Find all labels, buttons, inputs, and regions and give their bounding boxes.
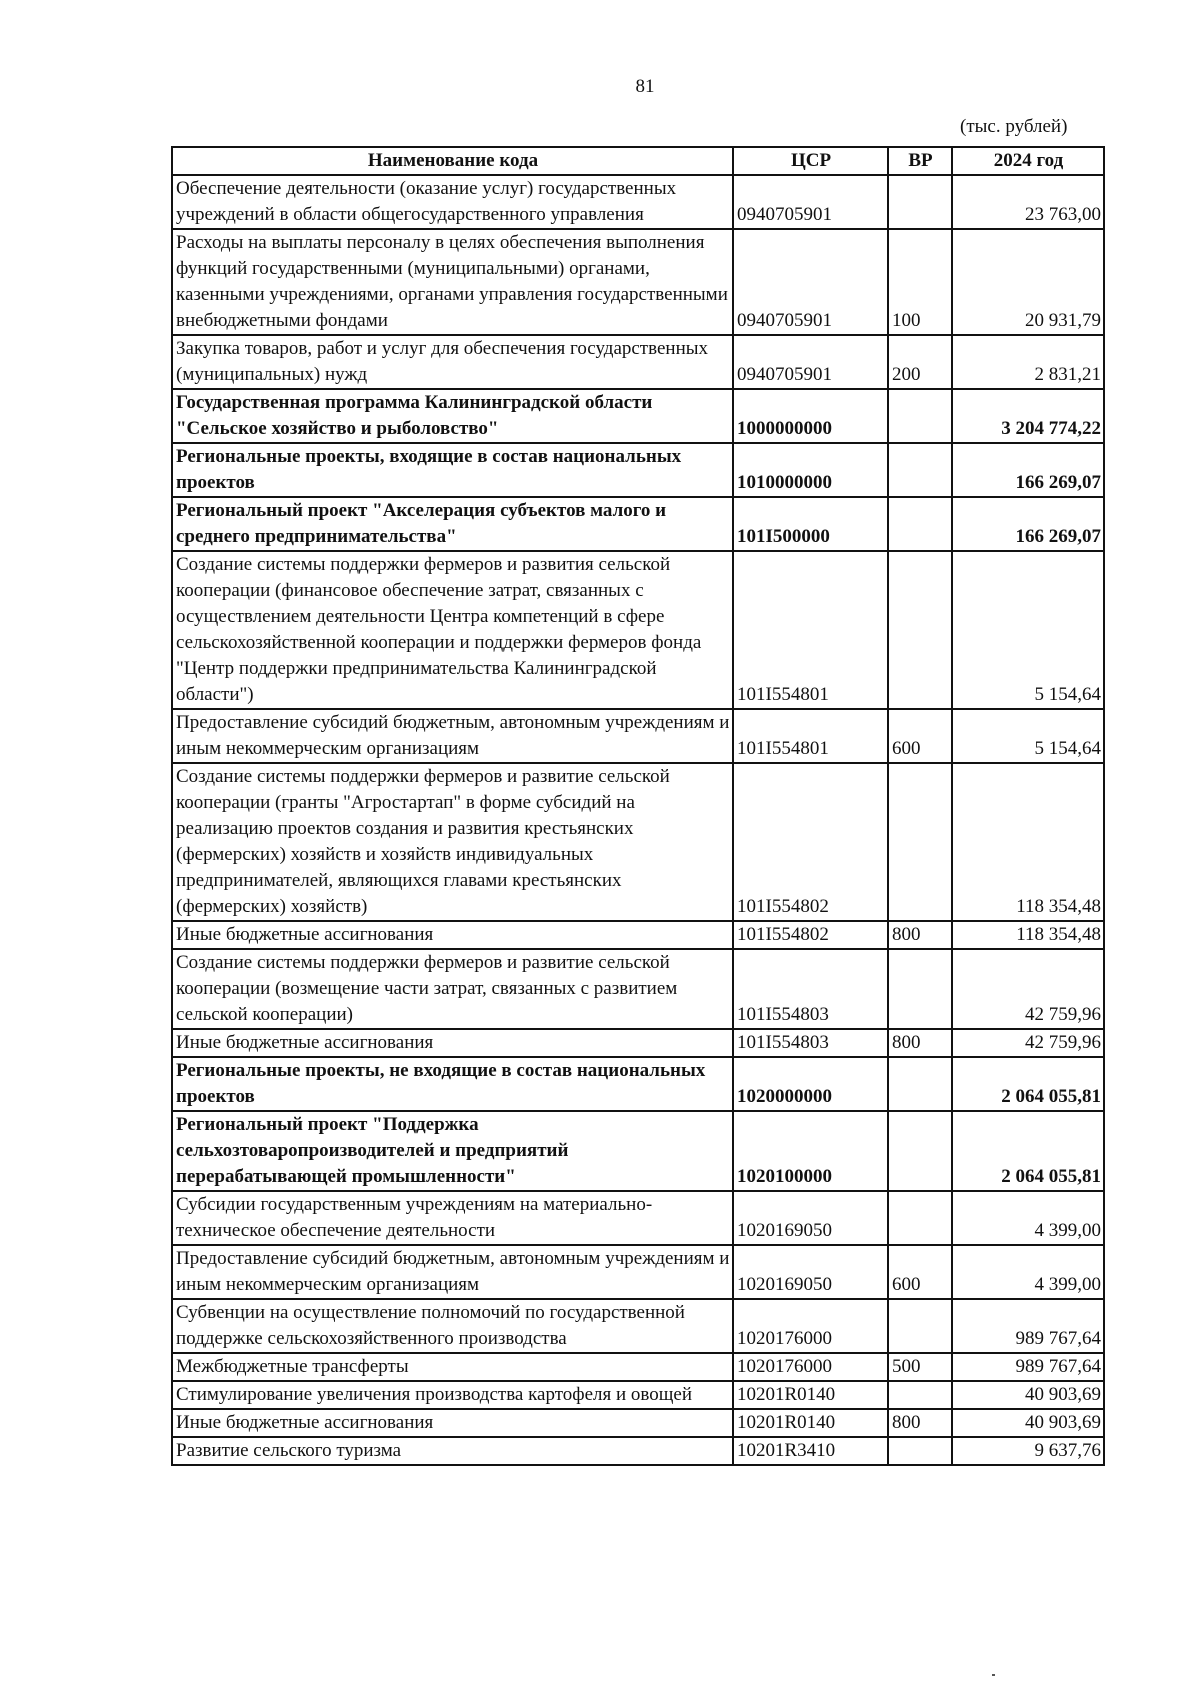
table-row — [172, 1245, 1104, 1299]
cell-vr — [888, 1191, 952, 1245]
cell-vr — [888, 1111, 952, 1191]
cell-vr: 800 — [888, 1029, 952, 1057]
cell-sum: 118 354,48 — [952, 921, 1104, 949]
cell-name: Создание системы поддержки фермеров и развитие сельской кооперации (гранты "Агростартап" в форме субсидий на реализацию проектов создания и развития крестьянских (фермерских) хозяйств и хозяйств индивидуальных предпринимателей, являющихся главами крестьянских (фермерских) хозяйств) — [172, 763, 733, 921]
cell-csr: 1020100000 — [733, 1111, 888, 1191]
table-row — [172, 1299, 1104, 1353]
table-row — [172, 1437, 1104, 1465]
cell-sum: 5 154,64 — [952, 709, 1104, 763]
cell-name: Межбюджетные трансферты — [172, 1353, 733, 1381]
cell-sum: 40 903,69 — [952, 1381, 1104, 1409]
page-number: 81 — [635, 76, 655, 97]
cell-name: Иные бюджетные ассигнования — [172, 1029, 733, 1057]
cell-sum: 4 399,00 — [952, 1191, 1104, 1245]
cell-csr: 1020176000 — [733, 1353, 888, 1381]
cell-vr — [888, 497, 952, 551]
cell-vr — [888, 389, 952, 443]
cell-csr: 101I554801 — [733, 551, 888, 709]
table-row — [172, 497, 1104, 551]
cell-sum: 2 064 055,81 — [952, 1057, 1104, 1111]
cell-csr: 1000000000 — [733, 389, 888, 443]
cell-vr — [888, 551, 952, 709]
cell-vr: 800 — [888, 921, 952, 949]
cell-csr: 1020176000 — [733, 1299, 888, 1353]
cell-vr: 500 — [888, 1353, 952, 1381]
cell-name: Обеспечение деятельности (оказание услуг) государственных учреждений в области общегосударственного управления — [172, 175, 733, 229]
table-row — [172, 1353, 1104, 1381]
budget-table — [171, 146, 1105, 1466]
cell-csr: 10201R3410 — [733, 1437, 888, 1465]
cell-name: Иные бюджетные ассигнования — [172, 1409, 733, 1437]
cell-sum: 989 767,64 — [952, 1299, 1104, 1353]
table-row — [172, 335, 1104, 389]
cell-vr — [888, 1381, 952, 1409]
cell-vr — [888, 949, 952, 1029]
table-row — [172, 1409, 1104, 1437]
cell-vr: 600 — [888, 1245, 952, 1299]
cell-name: Закупка товаров, работ и услуг для обеспечения государственных (муниципальных) нужд — [172, 335, 733, 389]
cell-sum: 23 763,00 — [952, 175, 1104, 229]
table-row — [172, 1029, 1104, 1057]
cell-vr: 800 — [888, 1409, 952, 1437]
cell-vr — [888, 1437, 952, 1465]
cell-vr — [888, 1299, 952, 1353]
cell-sum: 42 759,96 — [952, 1029, 1104, 1057]
header-csr: ЦСР — [733, 147, 888, 175]
cell-sum: 5 154,64 — [952, 551, 1104, 709]
cell-sum: 166 269,07 — [952, 497, 1104, 551]
cell-csr: 101I554803 — [733, 1029, 888, 1057]
scan-speck — [992, 1674, 995, 1676]
cell-csr: 101I554803 — [733, 949, 888, 1029]
cell-sum: 989 767,64 — [952, 1353, 1104, 1381]
cell-name: Субвенции на осуществление полномочий по государственной поддержке сельскохозяйственного производства — [172, 1299, 733, 1353]
cell-vr: 600 — [888, 709, 952, 763]
cell-name: Создание системы поддержки фермеров и развитие сельской кооперации (возмещение части затрат, связанных с развитием сельской кооперации) — [172, 949, 733, 1029]
cell-sum: 2 064 055,81 — [952, 1111, 1104, 1191]
cell-name: Региональные проекты, не входящие в состав национальных проектов — [172, 1057, 733, 1111]
table-row — [172, 921, 1104, 949]
table-row — [172, 1111, 1104, 1191]
cell-csr: 0940705901 — [733, 175, 888, 229]
cell-sum: 3 204 774,22 — [952, 389, 1104, 443]
cell-name: Субсидии государственным учреждениям на материально-техническое обеспечение деятельности — [172, 1191, 733, 1245]
cell-sum: 4 399,00 — [952, 1245, 1104, 1299]
cell-name: Государственная программа Калининградской области "Сельское хозяйство и рыболовство" — [172, 389, 733, 443]
cell-vr — [888, 175, 952, 229]
cell-csr: 1020169050 — [733, 1191, 888, 1245]
header-vr: ВР — [888, 147, 952, 175]
table-row — [172, 175, 1104, 229]
cell-sum: 9 637,76 — [952, 1437, 1104, 1465]
cell-name: Предоставление субсидий бюджетным, автономным учреждениям и иным некоммерческим организациям — [172, 1245, 733, 1299]
cell-sum: 42 759,96 — [952, 949, 1104, 1029]
cell-name: Стимулирование увеличения производства картофеля и овощей — [172, 1381, 733, 1409]
cell-csr: 10201R0140 — [733, 1409, 888, 1437]
cell-vr — [888, 763, 952, 921]
table-row — [172, 443, 1104, 497]
table-row — [172, 709, 1104, 763]
table-row — [172, 551, 1104, 709]
table-row — [172, 389, 1104, 443]
cell-csr: 1010000000 — [733, 443, 888, 497]
table-row — [172, 1191, 1104, 1245]
cell-name: Развитие сельского туризма — [172, 1437, 733, 1465]
cell-sum: 40 903,69 — [952, 1409, 1104, 1437]
cell-name: Региональные проекты, входящие в состав национальных проектов — [172, 443, 733, 497]
table-row — [172, 949, 1104, 1029]
units-label: (тыс. рублей) — [960, 116, 1068, 137]
cell-csr: 1020169050 — [733, 1245, 888, 1299]
cell-sum: 166 269,07 — [952, 443, 1104, 497]
cell-vr — [888, 1057, 952, 1111]
table-row — [172, 1381, 1104, 1409]
cell-name: Расходы на выплаты персоналу в целях обеспечения выполнения функций государственными (муниципальными) органами, казенными учреждениями, органами управления государственными внебюджетными фондами — [172, 229, 733, 335]
cell-csr: 101I554802 — [733, 763, 888, 921]
table-row — [172, 763, 1104, 921]
cell-csr: 101I554801 — [733, 709, 888, 763]
cell-csr: 0940705901 — [733, 335, 888, 389]
table-row — [172, 229, 1104, 335]
cell-name: Создание системы поддержки фермеров и развития сельской кооперации (финансовое обеспечение затрат, связанных с осуществлением деятельности Центра компетенций в сфере сельскохозяйственной кооперации и поддержки фермеров фонда "Центр поддержки предпринимательства Калининградской области") — [172, 551, 733, 709]
cell-name: Региональный проект "Поддержка сельхозтоваропроизводителей и предприятий перерабатывающей промышленности" — [172, 1111, 733, 1191]
cell-sum: 20 931,79 — [952, 229, 1104, 335]
cell-name: Региональный проект "Акселерация субъектов малого и среднего предпринимательства" — [172, 497, 733, 551]
cell-csr: 0940705901 — [733, 229, 888, 335]
cell-vr: 200 — [888, 335, 952, 389]
cell-vr: 100 — [888, 229, 952, 335]
cell-csr: 1020000000 — [733, 1057, 888, 1111]
cell-csr: 101I554802 — [733, 921, 888, 949]
cell-vr — [888, 443, 952, 497]
table-row — [172, 1057, 1104, 1111]
cell-sum: 2 831,21 — [952, 335, 1104, 389]
header-sum: 2024 год — [952, 147, 1104, 175]
cell-csr: 101I500000 — [733, 497, 888, 551]
cell-sum: 118 354,48 — [952, 763, 1104, 921]
cell-name: Иные бюджетные ассигнования — [172, 921, 733, 949]
table-body — [172, 175, 1104, 1465]
cell-name: Предоставление субсидий бюджетным, автономным учреждениям и иным некоммерческим организациям — [172, 709, 733, 763]
header-name: Наименование кода — [172, 147, 733, 175]
table-header-row — [172, 147, 1104, 175]
cell-csr: 10201R0140 — [733, 1381, 888, 1409]
